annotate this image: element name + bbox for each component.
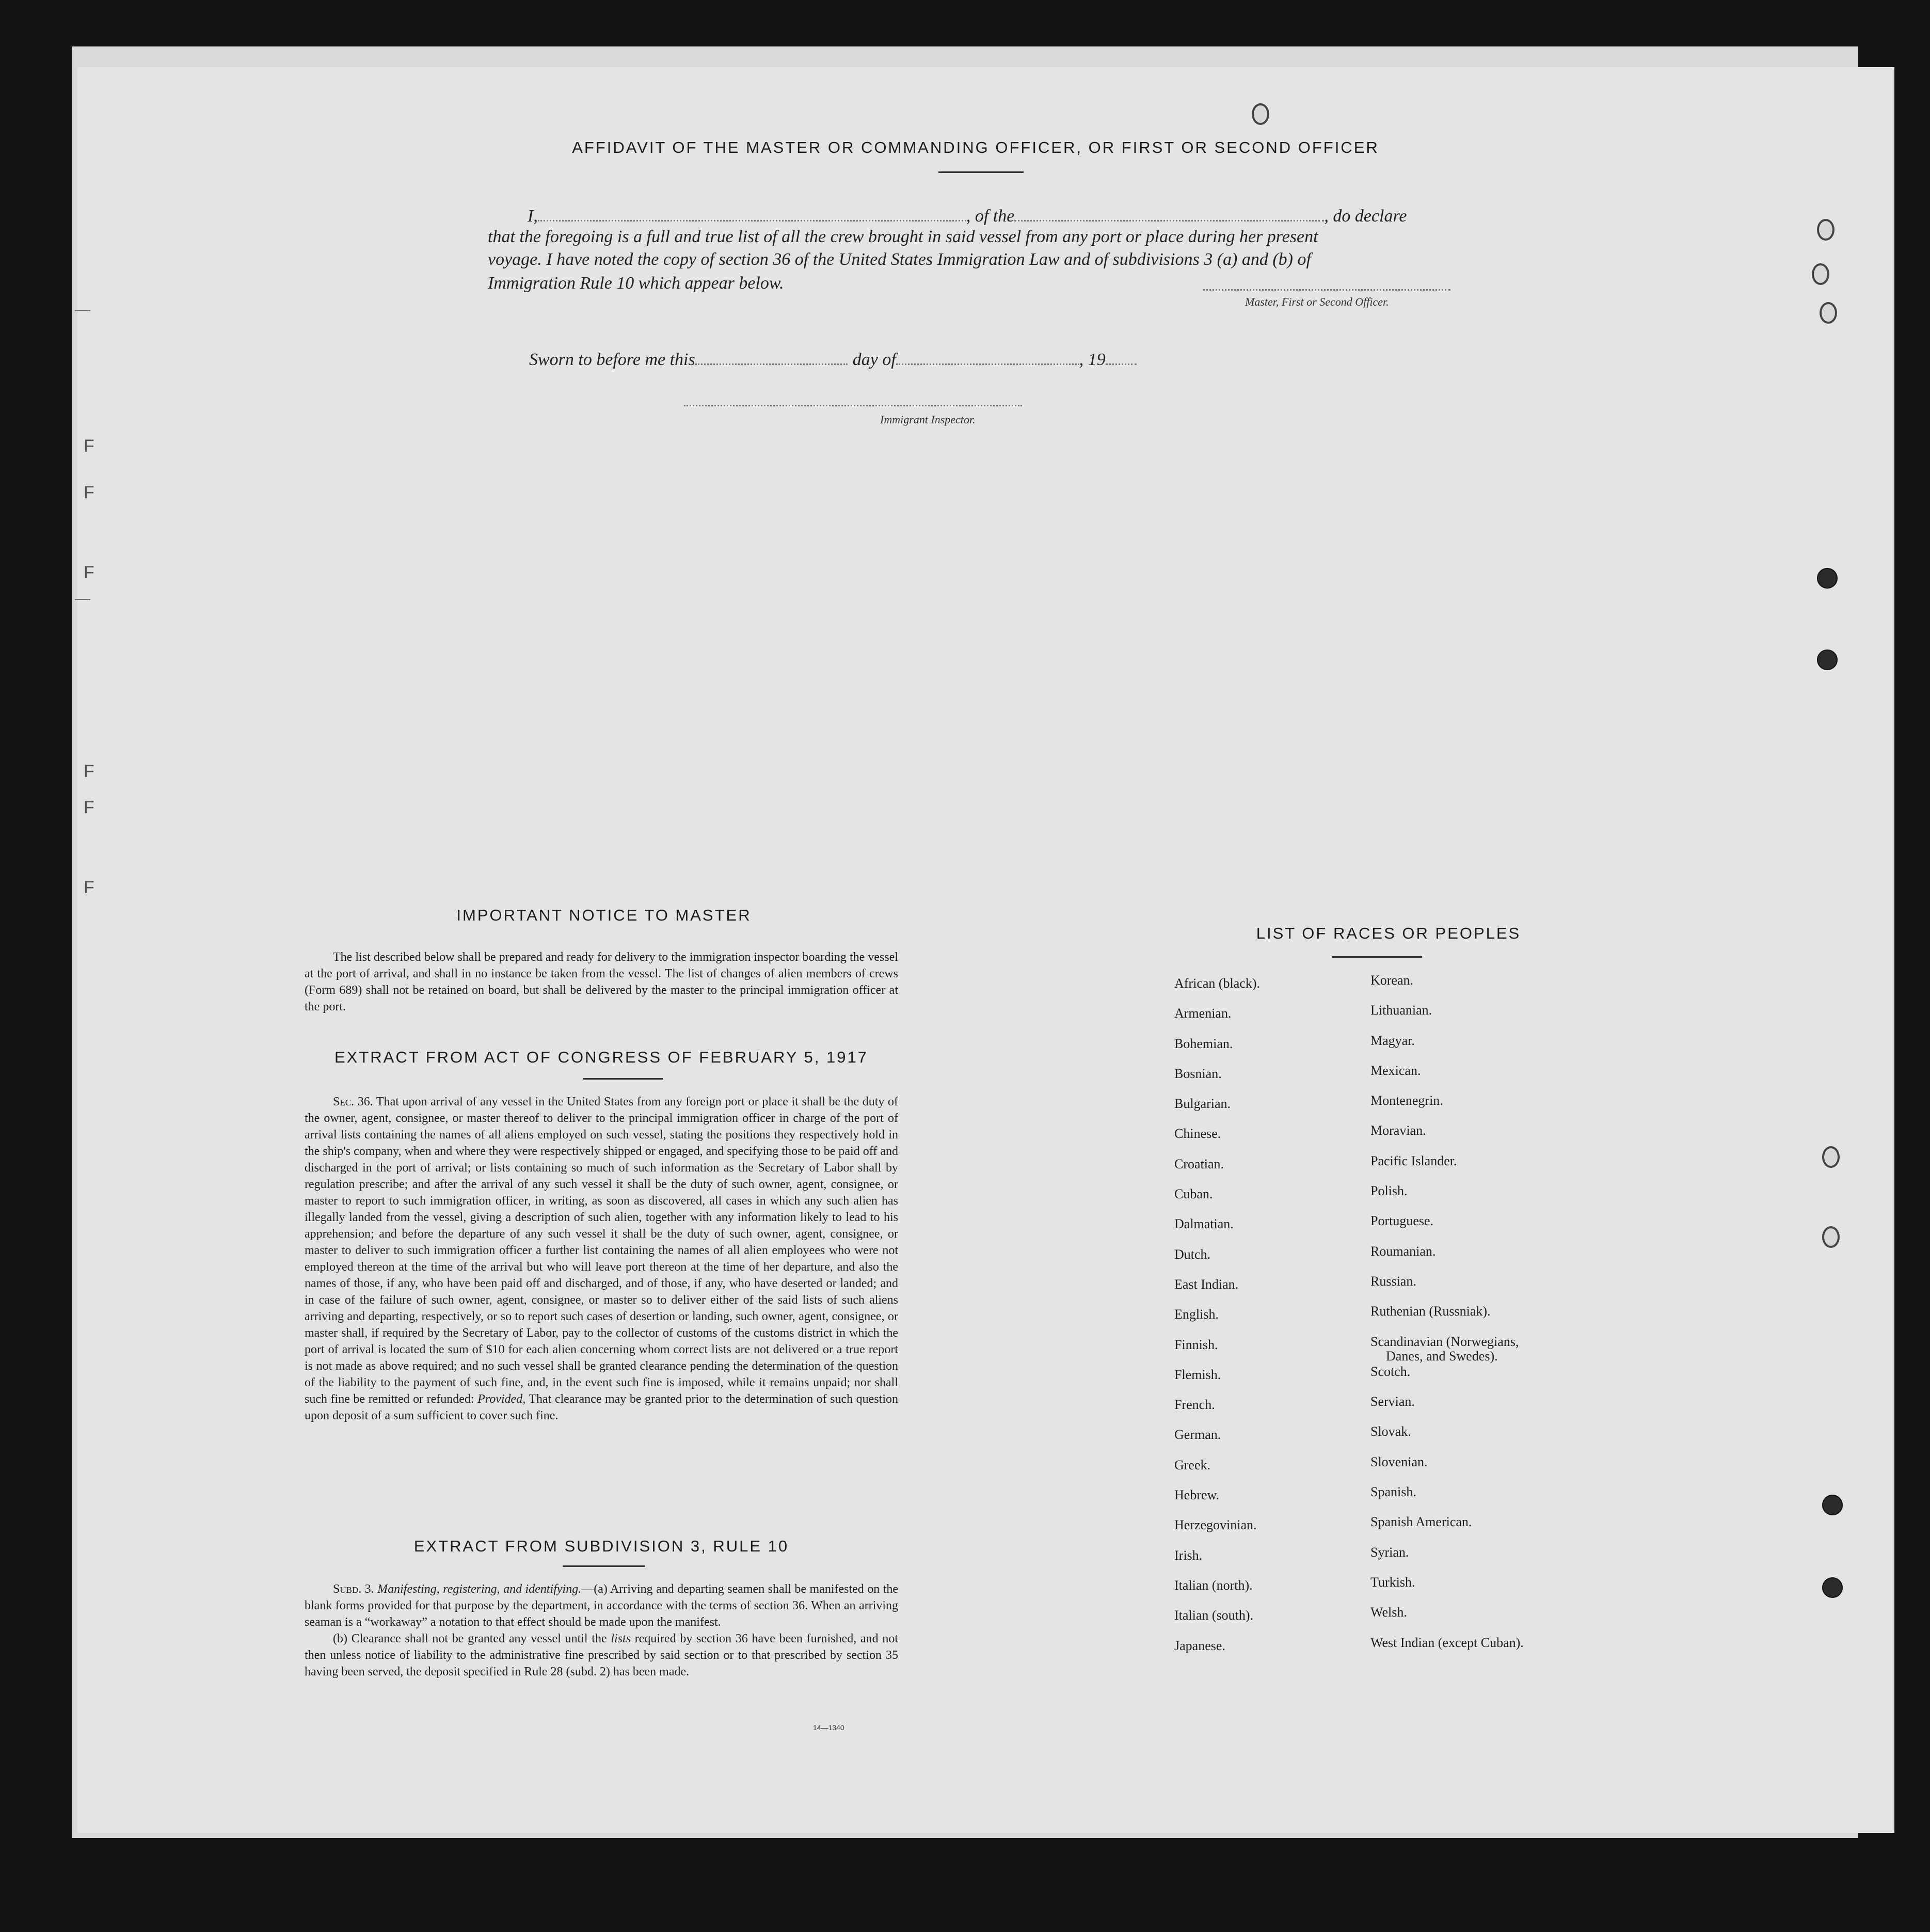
declaration-text-2: voyage. I have noted the copy of section 36 of the United States Immigration Law and of subdivisions 3 (a) and (b) of bbox=[488, 250, 1311, 269]
race-item: Flemish. bbox=[1174, 1367, 1221, 1382]
race-item: Finnish. bbox=[1174, 1337, 1218, 1352]
race-item: Roumanian. bbox=[1370, 1243, 1436, 1259]
races-title-underline bbox=[1332, 956, 1422, 958]
provided-label: Provided, bbox=[477, 1392, 526, 1406]
rule-body bbox=[305, 1581, 898, 1680]
race-item: Irish. bbox=[1174, 1547, 1203, 1563]
race-item: Mexican. bbox=[1370, 1063, 1421, 1078]
race-item: Herzegovinian. bbox=[1174, 1517, 1257, 1533]
race-item: French. bbox=[1174, 1397, 1215, 1413]
year-blank[interactable] bbox=[1106, 363, 1137, 365]
race-item-continuation: Danes, and Swedes). bbox=[1386, 1348, 1498, 1364]
race-item: Hebrew. bbox=[1174, 1487, 1220, 1503]
name-blank[interactable] bbox=[538, 220, 966, 221]
race-item: Bulgarian. bbox=[1174, 1096, 1231, 1112]
margin-letter: F bbox=[84, 436, 94, 456]
race-item: Armenian. bbox=[1174, 1006, 1232, 1021]
day-blank[interactable] bbox=[695, 363, 848, 365]
race-item: Lithuanian. bbox=[1370, 1003, 1432, 1018]
margin-letter: F bbox=[84, 878, 94, 897]
race-item: Bohemian. bbox=[1174, 1036, 1233, 1051]
do-declare-label: , do declare bbox=[1324, 207, 1407, 226]
master-signature-line[interactable] bbox=[1203, 289, 1450, 291]
race-item: East Indian. bbox=[1174, 1276, 1239, 1292]
race-item: Pacific Islander. bbox=[1370, 1153, 1457, 1168]
races-left-column bbox=[1174, 976, 1260, 1668]
binder-hole bbox=[1817, 568, 1838, 589]
inspector-signature-line[interactable] bbox=[684, 405, 1022, 406]
binder-hole bbox=[1822, 1577, 1843, 1598]
races-title: LIST OF RACES OR PEOPLES bbox=[1256, 924, 1521, 942]
race-item: Korean. bbox=[1370, 973, 1414, 988]
margin-letter: F bbox=[84, 762, 94, 781]
vessel-blank[interactable] bbox=[1014, 220, 1324, 221]
race-item: Spanish. bbox=[1370, 1484, 1416, 1500]
declaration-text-3: Immigration Rule 10 which appear below. bbox=[488, 274, 784, 293]
race-item: Dalmatian. bbox=[1174, 1216, 1234, 1232]
notice-title: IMPORTANT NOTICE TO MASTER bbox=[456, 906, 752, 924]
margin-rule bbox=[75, 310, 90, 311]
inspector-label: Immigrant Inspector. bbox=[880, 413, 976, 426]
notice-text: The list described below shall be prepared and ready for delivery to the immigration inspector boarding the vessel at the port of arrival, and shall in no instance be taken from the vessel. The list of changes of alien members of crews (Form 689) shall not be retained on board, but shall be delivered by the master to the principal immigration officer at the port. bbox=[305, 951, 898, 1013]
race-item: Turkish. bbox=[1370, 1574, 1415, 1590]
race-item: Ruthenian (Russniak). bbox=[1370, 1304, 1491, 1319]
year-label: , 19 bbox=[1079, 350, 1106, 369]
subd-para-b-lists: lists bbox=[611, 1632, 631, 1645]
race-item: Servian. bbox=[1370, 1394, 1415, 1410]
margin-letter: F bbox=[84, 798, 94, 817]
margin-letter: F bbox=[84, 563, 94, 582]
title-underline bbox=[938, 171, 1024, 173]
race-item: Scandinavian (Norwegians, bbox=[1370, 1334, 1519, 1349]
master-signature-label: Master, First or Second Officer. bbox=[1245, 295, 1389, 308]
sec-36-label: Sec. 36. bbox=[333, 1095, 373, 1108]
race-item: Japanese. bbox=[1174, 1638, 1225, 1653]
race-item: German. bbox=[1174, 1427, 1221, 1443]
race-item: Magyar. bbox=[1370, 1033, 1415, 1048]
subd-para-b-end: required by section 36 have been furnished, and not then unless notice of liability to the administrative fine prescribed by said section or to that prescribed by section 35 having been served, the deposit specified in Rule 28 (subd. 2) has been made. bbox=[305, 1632, 899, 1678]
race-item: Slovak. bbox=[1370, 1424, 1411, 1439]
race-item: Cuban. bbox=[1174, 1186, 1213, 1202]
race-item: Syrian. bbox=[1370, 1544, 1409, 1560]
race-item: West Indian (except Cuban). bbox=[1370, 1635, 1524, 1650]
race-item: Greek. bbox=[1174, 1457, 1211, 1472]
race-item: English. bbox=[1174, 1307, 1219, 1322]
race-item: Dutch. bbox=[1174, 1246, 1211, 1262]
race-item: Bosnian. bbox=[1174, 1066, 1222, 1081]
race-item: Moravian. bbox=[1370, 1123, 1426, 1138]
race-item: Polish. bbox=[1370, 1183, 1408, 1199]
form-number: 14—1340 bbox=[813, 1723, 844, 1732]
declaration-text-1: that the foregoing is a full and true list of all the crew brought in said vessel from any port or place during her present bbox=[488, 227, 1318, 246]
rule-title-underline bbox=[563, 1565, 645, 1567]
binder-hole bbox=[1252, 103, 1269, 125]
race-item: Croatian. bbox=[1174, 1156, 1224, 1171]
binder-hole bbox=[1822, 1226, 1840, 1248]
i-label: I, bbox=[528, 207, 538, 226]
act-title-underline bbox=[583, 1078, 663, 1080]
day-of-label: day of bbox=[852, 350, 896, 369]
sec-36-text: That upon arrival of any vessel in the United States from any foreign port or place it shall be the duty of the owner, agent, consignee, or master thereof to deliver to the principal immigration officer in charge of the port of arrival lists containing the names of all aliens employed on such vessel, stating the positions they respectively hold in the ship's company, when and where they were respectively shipped or engaged, and specifying those to be paid off and discharged in the port of arrival; or lists containing so much of such information as the Secretary of Labor shall by regulation prescribe; and after the arrival of any such vessel it shall be the duty of such owner, agent, consignee, or master to report to such immigration officer, in writing, as soon as discovered, all cases in which any such alien has illegally landed from the vessel, giving a description of such alien, together with any information likely to lead to his apprehension; and before the departure of any such vessel it shall be the duty of such owner, agent, consignee, or master to deliver to such immigration officer a further list containing the names of all alien employees who were not employed thereon at the time of the arrival but who will leave port thereon at the time of her departure, and also the names of those, if any, who have been paid off and discharged, and of those, if any, who have deserted or landed; and in case of the failure of such owner, agent, consignee, or master so to deliver either of the said lists of such aliens arriving and departing, respectively, or so to report such cases of desertion or landing, such owner, agent, consignee, or master shall, if required by the Secretary of Labor, pay to the collector of customs of the customs district in which the port of arrival is located the sum of $10 for each alien concerning whom correct lists are not delivered or a true report is not made as above required; and no such vessel shall be granted clearance pending the determination of the question of the liability to the payment of such fine, and, in the event such fine is imposed, while it remains unpaid; nor shall such fine be remitted or refunded: bbox=[305, 1095, 898, 1406]
race-item: Slovenian. bbox=[1370, 1454, 1428, 1469]
provided-text: That clearance may be granted prior to the determination of such question upon deposit of a sum sufficient to cover such fine. bbox=[305, 1392, 899, 1422]
races-right-column bbox=[1370, 973, 1524, 1665]
binder-hole bbox=[1812, 263, 1829, 285]
binder-hole bbox=[1817, 219, 1835, 241]
sworn-label: Sworn to before me this bbox=[529, 350, 695, 369]
declarant-line bbox=[528, 207, 1407, 226]
race-item: Welsh. bbox=[1370, 1605, 1407, 1620]
binder-hole bbox=[1820, 302, 1837, 324]
month-blank[interactable] bbox=[896, 363, 1079, 365]
race-item: Scotch. bbox=[1370, 1364, 1411, 1379]
race-item: Italian (north). bbox=[1174, 1577, 1253, 1593]
binder-hole bbox=[1822, 1495, 1843, 1515]
sworn-line bbox=[529, 350, 1137, 370]
of-the-label: , of the bbox=[966, 207, 1015, 226]
race-item: Russian. bbox=[1370, 1273, 1416, 1289]
subd-para-a: —(a) Arriving and departing seamen shall be manifested on the blank forms provided for that purpose by the department, in accordance with the terms of section 36. When an arriving seaman is a “workaway” a notation to that effect should be made upon the manifest. bbox=[305, 1582, 899, 1629]
binder-hole bbox=[1817, 650, 1838, 670]
rule-title: EXTRACT FROM SUBDIVISION 3, RULE 10 bbox=[413, 1537, 789, 1555]
notice-body bbox=[305, 949, 898, 1015]
act-title: EXTRACT FROM ACT OF CONGRESS OF FEBRUARY 5, 1917 bbox=[334, 1048, 869, 1066]
race-item: Italian (south). bbox=[1174, 1608, 1254, 1623]
binder-hole bbox=[1822, 1146, 1840, 1168]
race-item: Spanish American. bbox=[1370, 1514, 1472, 1530]
race-item: Chinese. bbox=[1174, 1126, 1221, 1142]
race-item: African (black). bbox=[1174, 976, 1261, 991]
race-item: Portuguese. bbox=[1370, 1213, 1434, 1229]
subd-para-b-start: (b) Clearance shall not be granted any vessel until the bbox=[333, 1632, 607, 1645]
affidavit-title: AFFIDAVIT OF THE MASTER OR COMMANDING OFFICER, OR FIRST OR SECOND OFFICER bbox=[572, 138, 1379, 156]
race-item: Montenegrin. bbox=[1370, 1093, 1443, 1108]
subd-heading: Manifesting, registering, and identifying. bbox=[377, 1582, 582, 1596]
margin-rule bbox=[75, 599, 90, 600]
act-body bbox=[305, 1094, 898, 1424]
subd-label: Subd. 3. bbox=[333, 1582, 374, 1596]
margin-letter: F bbox=[84, 483, 94, 502]
